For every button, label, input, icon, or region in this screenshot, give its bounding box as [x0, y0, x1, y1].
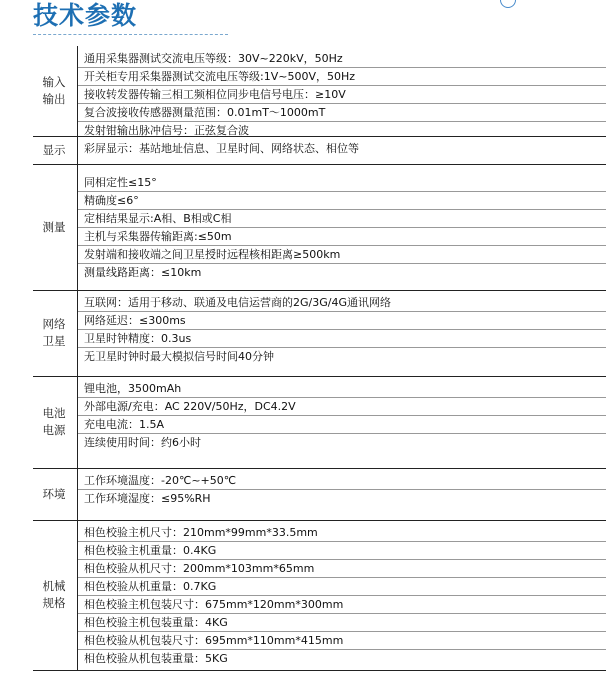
spec-row: 卫星时钟精度：0.3us [78, 330, 606, 348]
spec-row: 彩屏显示：基站地址信息、卫星时间、网络状态、相位等 [84, 142, 359, 155]
spec-row: 工作环境温度：-20℃~+50℃ [78, 472, 606, 490]
group-label [33, 46, 75, 136]
spec-row: 复合波接收传感器测量范围：0.01mT～1000mT [78, 104, 606, 122]
spec-row: 相色校验从机重量：0.7KG [78, 578, 606, 596]
group-label-line: 测量 [42, 219, 66, 234]
spec-group-input-output [33, 46, 606, 137]
group-rows [77, 290, 606, 376]
spec-row: 网络延迟：≤300ms [78, 312, 606, 330]
group-label-line: 规格 [42, 596, 66, 610]
spec-group-measurement [33, 164, 606, 291]
group-label-line: 卫星 [42, 334, 66, 348]
title-divider [33, 34, 228, 35]
group-label-line: 输入 [42, 75, 66, 89]
circle-icon [500, 0, 516, 8]
group-label [33, 468, 75, 520]
spec-row: 充电电流：1.5A [78, 416, 606, 434]
group-label-line: 输出 [42, 92, 66, 106]
spec-group-network-satellite [33, 290, 606, 377]
group-label [33, 136, 75, 164]
spec-row: 主机与采集器传输距离:≤50m [78, 228, 606, 246]
spec-row: 测量线路距离：≤10km [84, 266, 202, 279]
spec-row: 相色校验主机包装尺寸：675mm*120mm*300mm [78, 596, 606, 614]
group-rows [77, 376, 606, 468]
spec-row: 精确度≤6° [78, 192, 606, 210]
spec-row: 发射钳输出脉冲信号：正弦复合波 [84, 124, 249, 137]
group-label-line: 网络 [42, 317, 66, 331]
spec-row: 接收转发器传输三相工频相位同步电信号电压：≥10V [78, 86, 606, 104]
spec-row: 相色校验从机包装尺寸：695mm*110mm*415mm [78, 632, 606, 650]
spec-row: 相色校验主机尺寸：210mm*99mm*33.5mm [78, 524, 606, 542]
spec-row: 同相定性≤15° [78, 174, 606, 192]
spec-group-environment [33, 468, 606, 521]
spec-row: 锂电池，3500mAh [78, 380, 606, 398]
spec-row: 相色校验主机重量：0.4KG [78, 542, 606, 560]
group-rows [77, 520, 606, 670]
group-label-line: 电源 [42, 423, 66, 437]
spec-group-display [33, 136, 606, 165]
group-label-line: 环境 [42, 486, 66, 501]
group-label [33, 520, 75, 670]
spec-row: 外部电源/充电：AC 220V/50Hz，DC4.2V [78, 398, 606, 416]
spec-row: 无卫星时钟时最大模拟信号时间40分钟 [84, 350, 274, 363]
spec-group-battery-power [33, 376, 606, 469]
spec-row: 工作环境湿度：≤95%RH [84, 492, 211, 505]
group-label [33, 376, 75, 468]
spec-row: 开关柜专用采集器测试交流电压等级:1V~500V，50Hz [78, 68, 606, 86]
group-rows [77, 136, 606, 164]
spec-row: 连续使用时间：约6小时 [84, 436, 201, 449]
spec-group-mechanical-spec [33, 520, 606, 671]
group-rows [77, 46, 606, 136]
spec-row: 互联网：适用于移动、联通及电信运营商的2G/3G/4G通讯网络 [78, 294, 606, 312]
group-label [33, 290, 75, 376]
group-label [33, 164, 75, 290]
spec-row: 定相结果显示:A相、B相或C相 [78, 210, 606, 228]
spec-row: 相色校验主机包装重量：4KG [78, 614, 606, 632]
group-label-line: 电池 [42, 406, 66, 420]
group-label-line: 机械 [42, 579, 66, 593]
spec-row: 发射端和接收端之间卫星授时远程核相距离≥500km [78, 246, 606, 264]
spec-row: 通用采集器测试交流电压等级：30V~220kV，50Hz [78, 50, 606, 68]
group-rows [77, 164, 606, 290]
group-rows [77, 468, 606, 520]
spec-row: 相色校验从机尺寸：200mm*103mm*65mm [78, 560, 606, 578]
spec-row: 相色校验从机包装重量：5KG [84, 652, 228, 665]
group-label-line: 显示 [42, 142, 66, 157]
page-title: 技术参数 [33, 1, 138, 30]
